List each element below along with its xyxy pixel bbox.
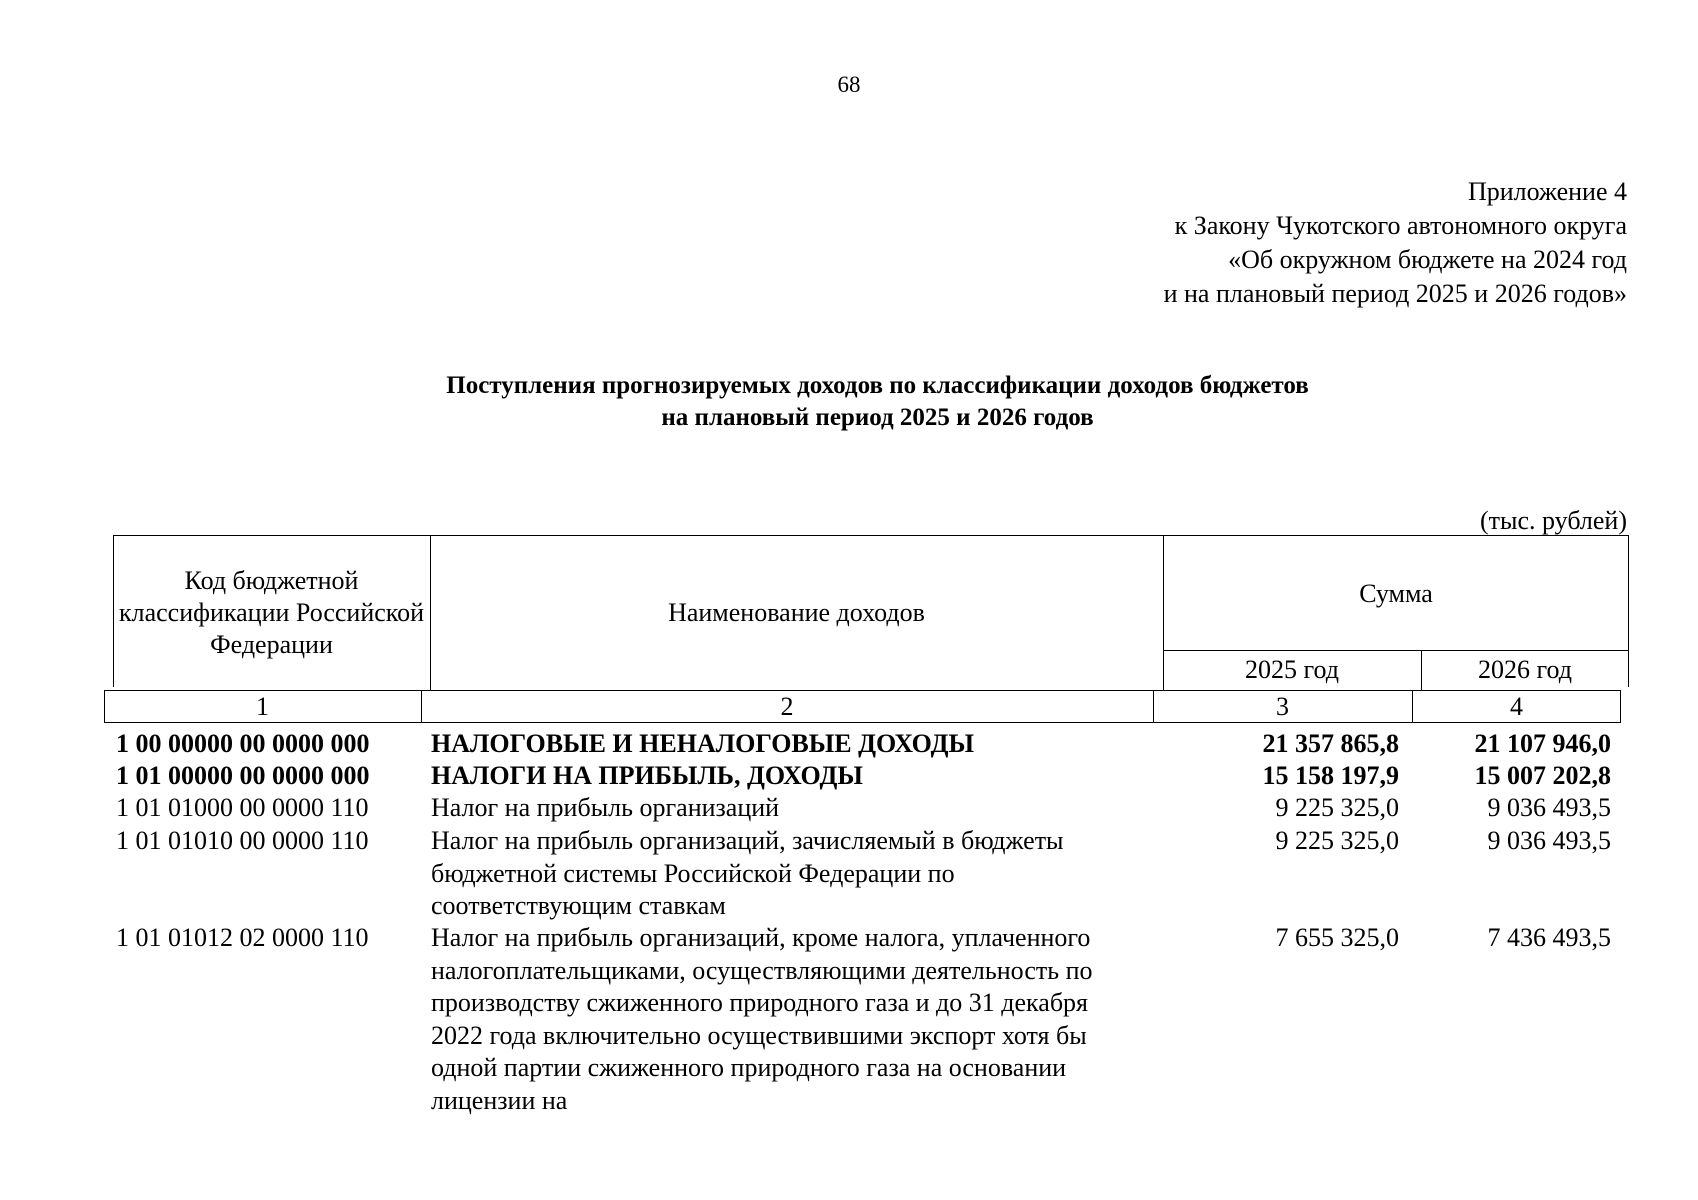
column-number-3: 3 bbox=[1276, 692, 1289, 721]
row-code: 1 00 00000 00 0000 000 bbox=[116, 729, 370, 758]
row-value-2025: 9 225 325,0 bbox=[1275, 826, 1399, 855]
row-name: НАЛОГОВЫЕ И НЕНАЛОГОВЫЕ ДОХОДЫ bbox=[431, 729, 975, 758]
appendix-line-1: Приложение 4 bbox=[1467, 177, 1627, 206]
row-value-2026: 7 436 493,5 bbox=[1487, 923, 1611, 952]
header-name: Наименование доходов bbox=[668, 598, 925, 627]
row-code: 1 01 01012 02 0000 110 bbox=[116, 923, 369, 952]
row-value-2025: 21 357 865,8 bbox=[1262, 729, 1399, 758]
document-title bbox=[0, 370, 1698, 434]
appendix-line-2: к Закону Чукотского автономного округа bbox=[1174, 211, 1627, 240]
header-code: Код бюджетной классификации Российской Федерации bbox=[118, 566, 425, 659]
row-name: Налог на прибыль организаций bbox=[431, 793, 780, 822]
title-line-1: Поступления прогнозируемых доходов по классификации доходов бюджетов bbox=[446, 372, 1309, 399]
header-divider-sum bbox=[1163, 650, 1629, 651]
column-number-4: 4 bbox=[1510, 692, 1523, 721]
header-year-2026: 2026 год bbox=[1478, 655, 1572, 684]
row-value-2025: 9 225 325,0 bbox=[1275, 793, 1399, 822]
appendix-line-3: «Об окружном бюджете на 2024 год bbox=[1228, 245, 1627, 274]
row-code: 1 01 00000 00 0000 000 bbox=[116, 761, 370, 790]
row-name: НАЛОГИ НА ПРИБЫЛЬ, ДОХОДЫ bbox=[431, 761, 863, 790]
row-value-2025: 7 655 325,0 bbox=[1275, 923, 1399, 952]
row-name: Налог на прибыль организаций, зачисляемый в бюджеты бюджетной системы Российской Федерации по соответствующим ставкам bbox=[431, 826, 1064, 920]
row-value-2026: 21 107 946,0 bbox=[1474, 729, 1611, 758]
row-value-2026: 9 036 493,5 bbox=[1487, 793, 1611, 822]
row-name: Налог на прибыль организаций, кроме налога, уплаченного налогоплательщиками, осуществляющими деятельность по производству сжиженного природного газа и до 31 декабря 2022 года включительно осуществившими экспорт хотя бы одной партии сжиженного природного газа на основании лицензии на bbox=[431, 923, 1093, 1115]
column-number-1: 1 bbox=[256, 692, 269, 721]
title-line-2: на плановый период 2025 и 2026 годов bbox=[661, 404, 1094, 431]
row-value-2025: 15 158 197,9 bbox=[1262, 761, 1399, 790]
header-sum: Сумма bbox=[1359, 579, 1433, 608]
row-code: 1 01 01000 00 0000 110 bbox=[116, 793, 369, 822]
appendix-reference bbox=[1164, 175, 1627, 311]
page-number: 68 bbox=[837, 72, 861, 97]
row-value-2026: 15 007 202,8 bbox=[1474, 761, 1611, 790]
header-year-2025: 2025 год bbox=[1245, 655, 1339, 684]
units-label: (тыс. рублей) bbox=[1479, 506, 1627, 535]
appendix-line-4: и на плановый период 2025 и 2026 годов» bbox=[1163, 279, 1627, 308]
row-value-2026: 9 036 493,5 bbox=[1487, 826, 1611, 855]
row-code: 1 01 01010 00 0000 110 bbox=[116, 826, 369, 855]
column-number-2: 2 bbox=[780, 692, 794, 721]
